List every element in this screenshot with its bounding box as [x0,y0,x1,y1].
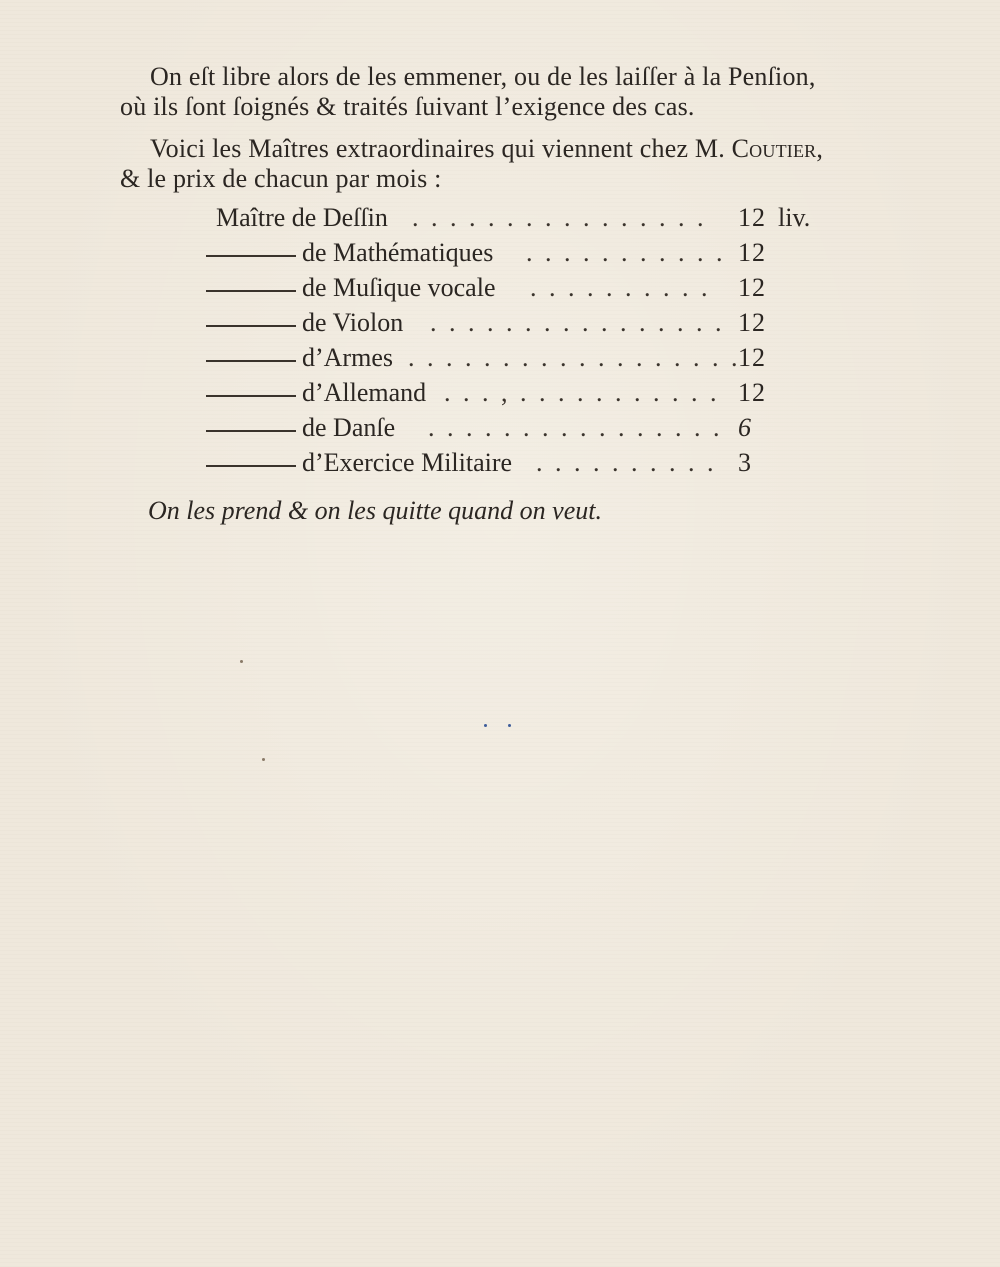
ink-speck [508,724,511,727]
paper-speck [262,758,265,761]
price-row-label: de Violon [302,308,404,337]
paragraph-1-line-2: où ils ſont ſoignés & traités ſuivant l’exigence des cas. [120,92,695,121]
teacher-name: Coutier [731,134,817,163]
price-list [206,203,826,483]
price-value: 12 [738,378,766,407]
price-value: 6 [738,413,752,442]
leader-dots: . . . . . . . . . . . . . . . . [430,308,725,337]
paragraph-2-text: Voici les Maîtres extraordinaires qui viennent chez M. [150,134,732,163]
price-row [206,413,826,448]
paragraph-1-line-1: On eſt libre alors de les emmener, ou de les laiſſer à la Penſion, [150,62,816,91]
price-value: 12 [738,343,766,372]
paragraph-2-punct: , [816,134,824,163]
price-row-label: de Danſe [302,413,396,442]
price-value: 12 [738,308,766,337]
price-value: 12 [738,273,766,302]
ditto-dash [206,395,296,397]
leader-dots: . . . . . . . . . . . . . . . . [428,413,723,442]
price-row [206,308,826,343]
price-value: 3 [738,448,752,477]
price-row [206,378,826,413]
price-row-label: Maître de Deſſin [216,203,388,232]
leader-dots: . . . . . . . . . . [530,273,711,302]
price-row-label: de Mathématiques [302,238,494,267]
price-row-label: d’Armes [302,343,393,372]
paper-speck [240,660,243,663]
price-row [206,238,826,273]
leader-dots: . . . . . . . . . . . . . . . . . . [408,343,741,372]
leader-dots: . . . . . . . . . . [536,448,717,477]
price-row [206,273,826,308]
closing-note: On les prend & on les quitte quand on veut. [148,496,602,525]
price-row-label: d’Exercice Militaire [302,448,513,477]
price-row [206,343,826,378]
ink-speck [484,724,487,727]
leader-dots: . . . , . . . . . . . . . . . [444,378,720,407]
price-value: 12 [738,238,766,267]
ditto-dash [206,430,296,432]
paragraph-2-line-2: & le prix de chacun par mois : [120,164,442,193]
price-row [206,448,826,483]
leader-dots: . . . . . . . . . . . [526,238,726,267]
price-value: 12 [738,203,766,232]
price-row-label: d’Allemand [302,378,427,407]
price-row-label: de Muſique vocale [302,273,496,302]
ditto-dash [206,290,296,292]
price-row [206,203,826,238]
ditto-dash [206,255,296,257]
ditto-dash [206,465,296,467]
ditto-dash [206,360,296,362]
paragraph-2-line-1 [150,134,823,164]
ditto-dash [206,325,296,327]
leader-dots: . . . . . . . . . . . . . . . . [412,203,707,232]
price-unit: liv. [778,203,811,232]
